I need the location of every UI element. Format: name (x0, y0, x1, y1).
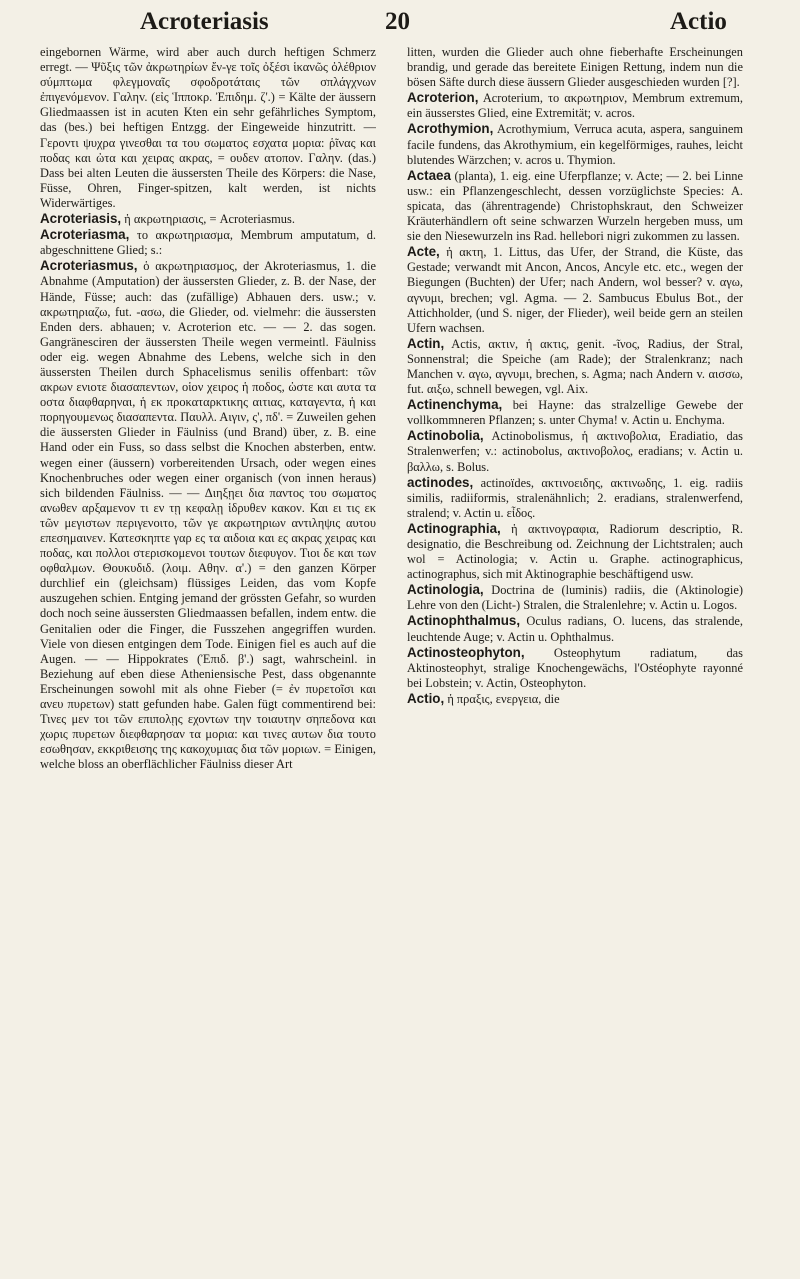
page-number: 20 (385, 8, 410, 35)
entry-text: Acrothymium, Verruca acuta, aspera, sanguinem facile fundens, das Akrothymium, ein kegelförmiges, rauhes, leicht blutendes Wärzchen; v. acros u. Thymion. (407, 122, 743, 167)
dictionary-entry (407, 121, 743, 167)
entry-headword: Acroteriasma, (40, 227, 130, 243)
dictionary-entry (407, 336, 743, 397)
entry-headword: Actinologia, (407, 582, 484, 598)
entry-text: Oculus radians, O. lucens, das stralende, leuchtende Auge; v. Actin u. Ophthalmus. (407, 614, 743, 644)
dictionary-entry (407, 582, 743, 613)
entry-text: ἡ ακρωτηριασις, = Acroteriasmus. (124, 212, 295, 227)
entry-headword: Actinophthalmus, (407, 613, 521, 629)
dictionary-entry (40, 211, 376, 227)
entry-headword: Acroteriasis, (40, 211, 122, 227)
right-column (407, 45, 743, 1271)
entry-headword: actinodes, (407, 474, 474, 490)
dictionary-entry (40, 258, 376, 772)
dictionary-entry (40, 45, 376, 211)
entry-text: Osteophytum radiatum, das Aktinosteophyt, stralige Knochengewächs, l'Ostéophyte rayonné bei Lobstein; v. Actin, Osteophyton. (407, 645, 743, 690)
dictionary-entry (407, 645, 743, 691)
entry-text: eingebornen Wärme, wird aber auch durch heftigen Schmerz erregt. — Ψῦξις τῶν ἀκρωτηρίων ἔν-γε τοῖς ὀξέσι ἱκανῶς ὀλέθριον σύμπτωμα φλεγμοναῖς σφοδροτάταις τῶν σπλάγχνων ἐπιγενόμενον. Γαληv. (εἰς Ἱπποκρ. Ἐπιδημ. ζ'.) = Kälte der äussern Gliedmaassen ist in acuten Kten ein sehr gefährliches Symptom, das (bes.) bei heftigen Entzgg. der Eingeweide hinzutritt. — Γεροντι ψυχρα γινεσθαι τα του σωματος εσχατα μορια: ῥῖνας και ποδας και ὠτα και χειρας ακρας, = ουδεν ατοπον. Γαληv. (das.) Dass bei alten Leuten die äussersten Theile des Körpers: die Nase, Füsse, Ohren, Finger-spitzen, kalt werden, ist nichts Widerwärtiges. (40, 45, 376, 210)
entry-headword: Actio, (407, 690, 445, 706)
entry-text: ἡ ακτινογραφια, Radiorum descriptio, R. designatio, die Beschreibung od. Zeichnung der Lichtstralen; auch wol = Actinologia; v. Actin u. Graphe. actinographicus, actinographus, sich mit Aktinographie beschäftigend usw. (407, 521, 743, 582)
dictionary-entry (407, 45, 743, 90)
dictionary-entry (407, 397, 743, 428)
entry-text: ἡ πραξις, ενεργεια, die (447, 691, 560, 706)
entry-headword: Actinosteophyton, (407, 644, 525, 660)
entry-headword: Acrothymion, (407, 121, 494, 137)
dictionary-entry (407, 428, 743, 474)
dictionary-entry (407, 613, 743, 644)
entry-headword: Actin, (407, 335, 445, 351)
entry-headword: Acte, (407, 244, 440, 260)
entry-headword: Actinobolia, (407, 428, 484, 444)
entry-text: Acroterium, το ακρωτηριον, Membrum extremum, ein äusserstes Glied, eine Extremität; v. acros. (407, 91, 743, 121)
dictionary-entry (407, 521, 743, 582)
entry-text: Actinobolismus, ἡ ακτινοβολια, Eradiatio, das Stralenwerfen; v.: actinobolus, ακτινοβολος, eradians; v. Actin u. βαλλω, s. Bolus. (407, 429, 743, 474)
dictionary-entry (407, 168, 743, 244)
left-column (40, 45, 376, 1271)
entry-headword: Actaea (407, 167, 451, 183)
entry-text: bei Hayne: das stralzellige Gewebe der vollkommneren Pflanzen; s. unter Chyma! v. Actin u. Enchyma. (407, 398, 743, 428)
entry-headword: Actinographia, (407, 520, 501, 536)
entry-text: ἡ ακτη, 1. Littus, das Ufer, der Strand, die Küste, das Gestade; verwandt mit Ancon, Ancos, Ancyle etc. etc., wegen der Biegungen (Buchten) der Ufer; nach Andern, wol besser? v. αγω, αγνυμι, brechen; vgl. Agma. — 2. Sambucus Ebulus Bot., der Attichholder, (und S. niger, der Flieder), weil beide gern an steilen Ufern wachsen. (407, 245, 743, 335)
entry-text: Actis, ακτιν, ἡ ακτις, genit. -ῖνος, Radius, der Stral, Sonnenstral; die Speiche (am Rade); der Stralenkranz; nach Manchen v. αγω, αγνυμι, brechen, s. Agma; nach Andern v. αισσω, fut. αιξω, schnell bewegen, vgl. Aix. (407, 336, 743, 397)
dictionary-entry (40, 227, 376, 258)
entry-text: Doctrina de (luminis) radiis, die (Aktinologie) Lehre von den (Licht-) Stralen, die Stralenlehre; v. Actin u. Logos. (407, 583, 743, 613)
entry-text: ὁ ακρωτηριασμος, der Akroteriasmus, 1. die Abnahme (Amputation) der äussersten Glieder, z. B. der Nase, der Hände, Füsse; auch: das (zufällige) Abhauen ders. usw.; v. ακρωτηριαζω, fut. -ασω, die Glieder, od. vielmehr: die äussersten Enden ders. abhauen; v. Acroterion etc. — — 2. das sogen. Gangränesciren der äussersten Theile wegen vermeintl. Fäulniss oder eig. wegen Abnahme des Lebens, welche sich in den äussersten Theilen durch Sphacelismus senilis offenbart: τῶν ακρων ενιοτε διασαπεντων, οἱον χειρος ἡ ποδος, ὡστε και αυτα τα οστα διαφθαρηναι, ἡ εκ προκαταρκτικης αιτιας, καταγεντα, ἡ και πορηγουμενως διασαπεντα. Παυλλ. Αιγιν, ς', πδ'. = Zuweilen gehen die äussersten Glieder in Fäulniss (und Brand) über, z. B. eine Hand oder ein Fuss, so dass selbst die Knochen absterben, entw. wegen einer (äussern) vorbereitenden Ursach, oder wegen eines Knochenbruches oder wegen einer organisch (von innen heraus) sich bildenden Fäulniss. — — Διηξῃει δια παντος του σωματος ανωθεν αρξαμενον τι εν τῃ κεφαλῃ ἱδρυθεν κακον. Και ει τις εκ τῶν μεγιστων περιγενοιτο, τῶν γε ακρωτηριων αντιληψις αυτου επεσημαινεν. Κατεσκηπτε γαρ ες τα αιδοια και ες ακρας χειρας και ποδας, και πολλοι στερισκομενοι τουτων διεφυγον. Τιοι δε και των οφθαλμων. Θουκυδιδ. (λοιμ. Αθην. α'.) = den ganzen Körper durchlief ein (gleichsam) flüssiges Leiden, das vom Kopfe auszugehen schien. Entging jemand der grössten Gefahr, so wurden doch noch seine äussersten Gliedmaassen befallen, indem entw. die Genitalien oder die Finger, die Fusszehen angegriffen wurden. Viele von diesen entgingen dem Tode. Einigen fiel es auch auf die Augen. — — Hippokrates (Ἐπιδ. β'.) sagt, wahrscheinl. in Beziehung auf eben diese Atheniensische Pest, dass obgenannte Erscheinungen sowohl mit als ohne Fieber (= ἐν πυρετοῖσι και ανευ πυρετων) statt gefunden habe. Galen fügt commentirend bei: Τινες μεν τοι τῶν επιπολῃς εχοντων την τοιαυτην σηπεδονα και χωρις πυρετων διεφθαρησαν τα μορια: και τινες αυτων δια τουτο εσωθησαν, εκκριθεισης της κακοχυμιας δια τῶν μοριων. = Einigen, welche bloss an oberflächlicher Fäulniss dieser Art (40, 259, 376, 772)
dictionary-entry (407, 90, 743, 121)
dictionary-entry (407, 244, 743, 336)
running-header (0, 8, 800, 42)
dictionary-entry (407, 691, 743, 707)
header-first-lemma: Acroteriasis (140, 8, 269, 35)
entry-headword: Acroterion, (407, 90, 479, 106)
dictionary-entry (407, 475, 743, 521)
entry-text: actinoïdes, ακτινοειδης, ακτινωδης, 1. eig. radiis similis, radiiformis, stralenähnlich; 2. eradians, stralenwerfend, stralend; v. Actin u. εἶδος. (407, 475, 743, 520)
entry-headword: Actinenchyma, (407, 397, 503, 413)
entry-text: litten, wurden die Glieder auch ohne fieberhafte Erscheinungen brandig, und gerade das bereitete Einigen Rettung, indem nun die bösen Säfte durch diese äussern Glieder ausgeschieden wurden [?]. (407, 45, 743, 90)
header-last-lemma: Actio (670, 8, 727, 35)
entry-text: (planta), 1. eig. eine Uferpflanze; v. Acte; — 2. bei Linne usw.: ein Pflanzengeschlecht, dessen vorzüglichste Species: A. spicata, das (ährentragende) Christophskraut, den Schweizer Kräuterhändlern oft seine schwarzen Wurzeln hergeben muss, um sie den Niesewurzeln ins Rad. hellebori nigri zukommen zu lassen. (407, 168, 743, 244)
entry-text: το ακρωτηριασμα, Membrum amputatum, d. abgeschnittene Glied; s.: (40, 228, 376, 258)
entry-headword: Acroteriasmus, (40, 258, 138, 274)
